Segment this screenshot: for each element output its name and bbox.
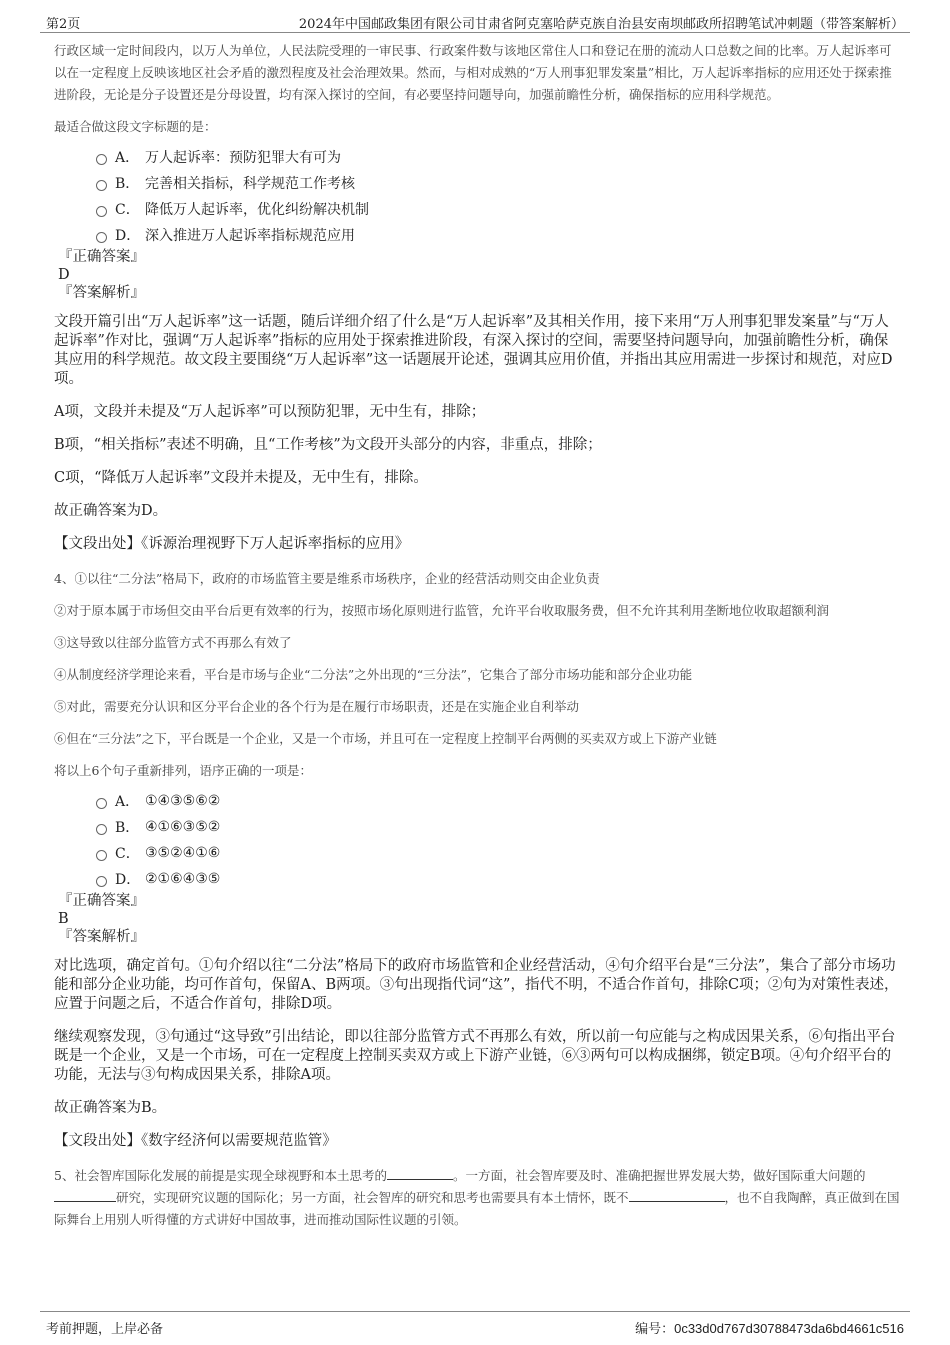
q3-analysis-paragraph: 故正确答案为D。 [54,503,168,519]
q4-analysis-paragraph: 继续观察发现，③句通过“这导致”引出结论，即以往部分监管方式不再那么有效，所以前一句应能与之构成因果关系，⑥句指出平台既是一个企业，又是一个市场，可在一定程度上控制买卖双方或上下游产业链，⑥③两句可以构成捆绑，锁定B项。④句介绍平台的功能，无法与③句构成因果关系，排除A项。 [54,1029,896,1083]
document-title: 2024年中国邮政集团有限公司甘肃省阿克塞哈萨克族自治县安南坝邮政所招聘笔试冲刺题（带答案解析） [298,17,904,32]
radio-icon[interactable] [96,824,107,835]
q5-blank-1 [387,1167,453,1180]
q4-question: 将以上6个句子重新排列，语序正确的一项是： [54,763,312,778]
document-id: 编号：0c33d0d767d30788473da6bd4661c516 [635,1321,904,1336]
q5-passage: 5、社会智库国际化发展的前提是实现全球视野和本土思考的 。一方面，社会智库要及时、准确把握世界发展大势，做好国际重大问题的研究，实现研究议题的国际化；另一方面，社会智库的研究和思考也需要具有本土情怀，既不 ，也不自我陶醉，真正做到在国际舞台上用别人听得懂的方式讲好中国故事，进而推动国际性议题的引领。 [54,1168,900,1227]
page-number: 第2页 [46,17,81,32]
q3-answer: D [58,267,70,283]
radio-icon[interactable] [96,876,107,887]
q4-sentence: ⑥但在“三分法”之下，平台既是一个企业，又是一个市场，并且可在一定程度上控制平台两侧的买卖双方或上下游产业链 [54,731,717,746]
q3-answer-label: 『正确答案』 [58,249,145,265]
q4-sentence: ⑤对此，需要充分认识和区分平台企业的各个行为是在履行市场职责，还是在实施企业自利举动 [54,699,580,714]
radio-icon[interactable] [96,154,107,165]
q3-analysis-paragraph: 文段开篇引出“万人起诉率”这一话题，随后详细介绍了什么是“万人起诉率”及其相关作用，接下来用“万人刑事犯罪发案量”与“万人起诉率”作对比，强调“万人起诉率”指标的应用处于探索推进阶段，有深入探讨的空间，需要坚持问题导向，加强前瞻性分析，确保其应用的科学规范。故文段主要围绕“万人起诉率”这一话题展开论述，强调其应用价值，并指出其应用需进一步探讨和规范，对应D项。 [54,314,893,387]
q4-sentence: ②对于原本属于市场但交由平台后更有效率的行为，按照市场化原则进行监管，允许平台收取服务费，但不允许其利用垄断地位收取超额利润 [54,603,830,618]
radio-icon[interactable] [96,232,107,243]
footer-slogan: 考前押题，上岸必备 [46,1322,164,1337]
q4-sentence: ④从制度经济学理论来看，平台是市场与企业“二分法”之外出现的“三分法”，它集合了部分市场功能和部分企业功能 [54,667,693,682]
page-header [40,10,910,33]
q4-option-d[interactable]: D． ②①⑥④③⑤ [96,866,900,892]
q3-option-a[interactable]: A． 万人起诉率：预防犯罪大有可为 [96,144,900,170]
radio-icon[interactable] [96,206,107,217]
q3-option-c[interactable]: C． 降低万人起诉率，优化纠纷解决机制 [96,196,900,222]
q3-question: 最适合做这段文字标题的是： [54,119,217,134]
q4-source: 【文段出处】《数字经济何以需要规范监管》 [54,1133,337,1149]
radio-icon[interactable] [96,180,107,191]
q4-analysis-label: 『答案解析』 [58,929,145,945]
q4-option-b[interactable]: B． ④①⑥③⑤② [96,814,900,840]
q4-analysis-paragraph: 故正确答案为B。 [54,1100,167,1116]
q4-answer-label: 『正确答案』 [58,893,145,909]
q3-option-d[interactable]: D． 深入推进万人起诉率指标规范应用 [96,222,900,248]
q4-sentence: 4、①以往“二分法”格局下，政府的市场监管主要是维系市场秩序，企业的经营活动则交由企业负责 [54,571,600,586]
q4-sentence: ③这导致以往部分监管方式不再那么有效了 [54,635,292,650]
q4-answer: B [58,911,69,927]
radio-icon[interactable] [96,850,107,861]
q5-blank-3 [629,1189,725,1202]
q3-analysis-paragraph: B项，“相关指标”表述不明确，且“工作考核”为文段开头部分的内容，非重点，排除； [54,437,602,453]
q4-options [96,788,900,892]
page-footer [40,1311,910,1340]
q5-blank-2 [54,1189,116,1202]
q3-analysis-paragraph: A项，文段并未提及“万人起诉率”可以预防犯罪，无中生有，排除； [54,404,486,420]
q4-option-c[interactable]: C． ③⑤②④①⑥ [96,840,900,866]
q3-options [96,144,900,248]
q4-option-a[interactable]: A． ①④③⑤⑥② [96,788,900,814]
radio-icon[interactable] [96,798,107,809]
q3-source: 【文段出处】《诉源治理视野下万人起诉率指标的应用》 [54,536,410,552]
q4-analysis-paragraph: 对比选项，确定首句。①句介绍以往“二分法”格局下的政府市场监管和企业经营活动，④句介绍平台是“三分法”，集合了部分市场功能和部分企业功能，均可作首句，保留A、B两项。③句出现指代词“这”，指代不明，不适合作首句，排除C项；②句为对策性表述，应置于问题之后，不适合作首句，排除D项。 [54,958,899,1012]
q3-analysis-paragraph: C项，“降低万人起诉率”文段并未提及，无中生有，排除。 [54,470,428,486]
q3-analysis-label: 『答案解析』 [58,285,145,301]
q3-passage: 行政区域一定时间段内，以万人为单位，人民法院受理的一审民事、行政案件数与该地区常住人口和登记在册的流动人口总数之间的比率。万人起诉率可以在一定程度上反映该地区社会矛盾的激烈程度及社会治理效果。然而，与相对成熟的“万人刑事犯罪发案量”相比，万人起诉率指标的应用还处于探索推进阶段，无论是分子设置还是分母设置，均有深入探讨的空间，有必要坚持问题导向，加强前瞻性分析，确保指标的应用科学规范。 [54,43,892,102]
q3-option-b[interactable]: B． 完善相关指标，科学规范工作考核 [96,170,900,196]
document-body [54,40,900,1231]
